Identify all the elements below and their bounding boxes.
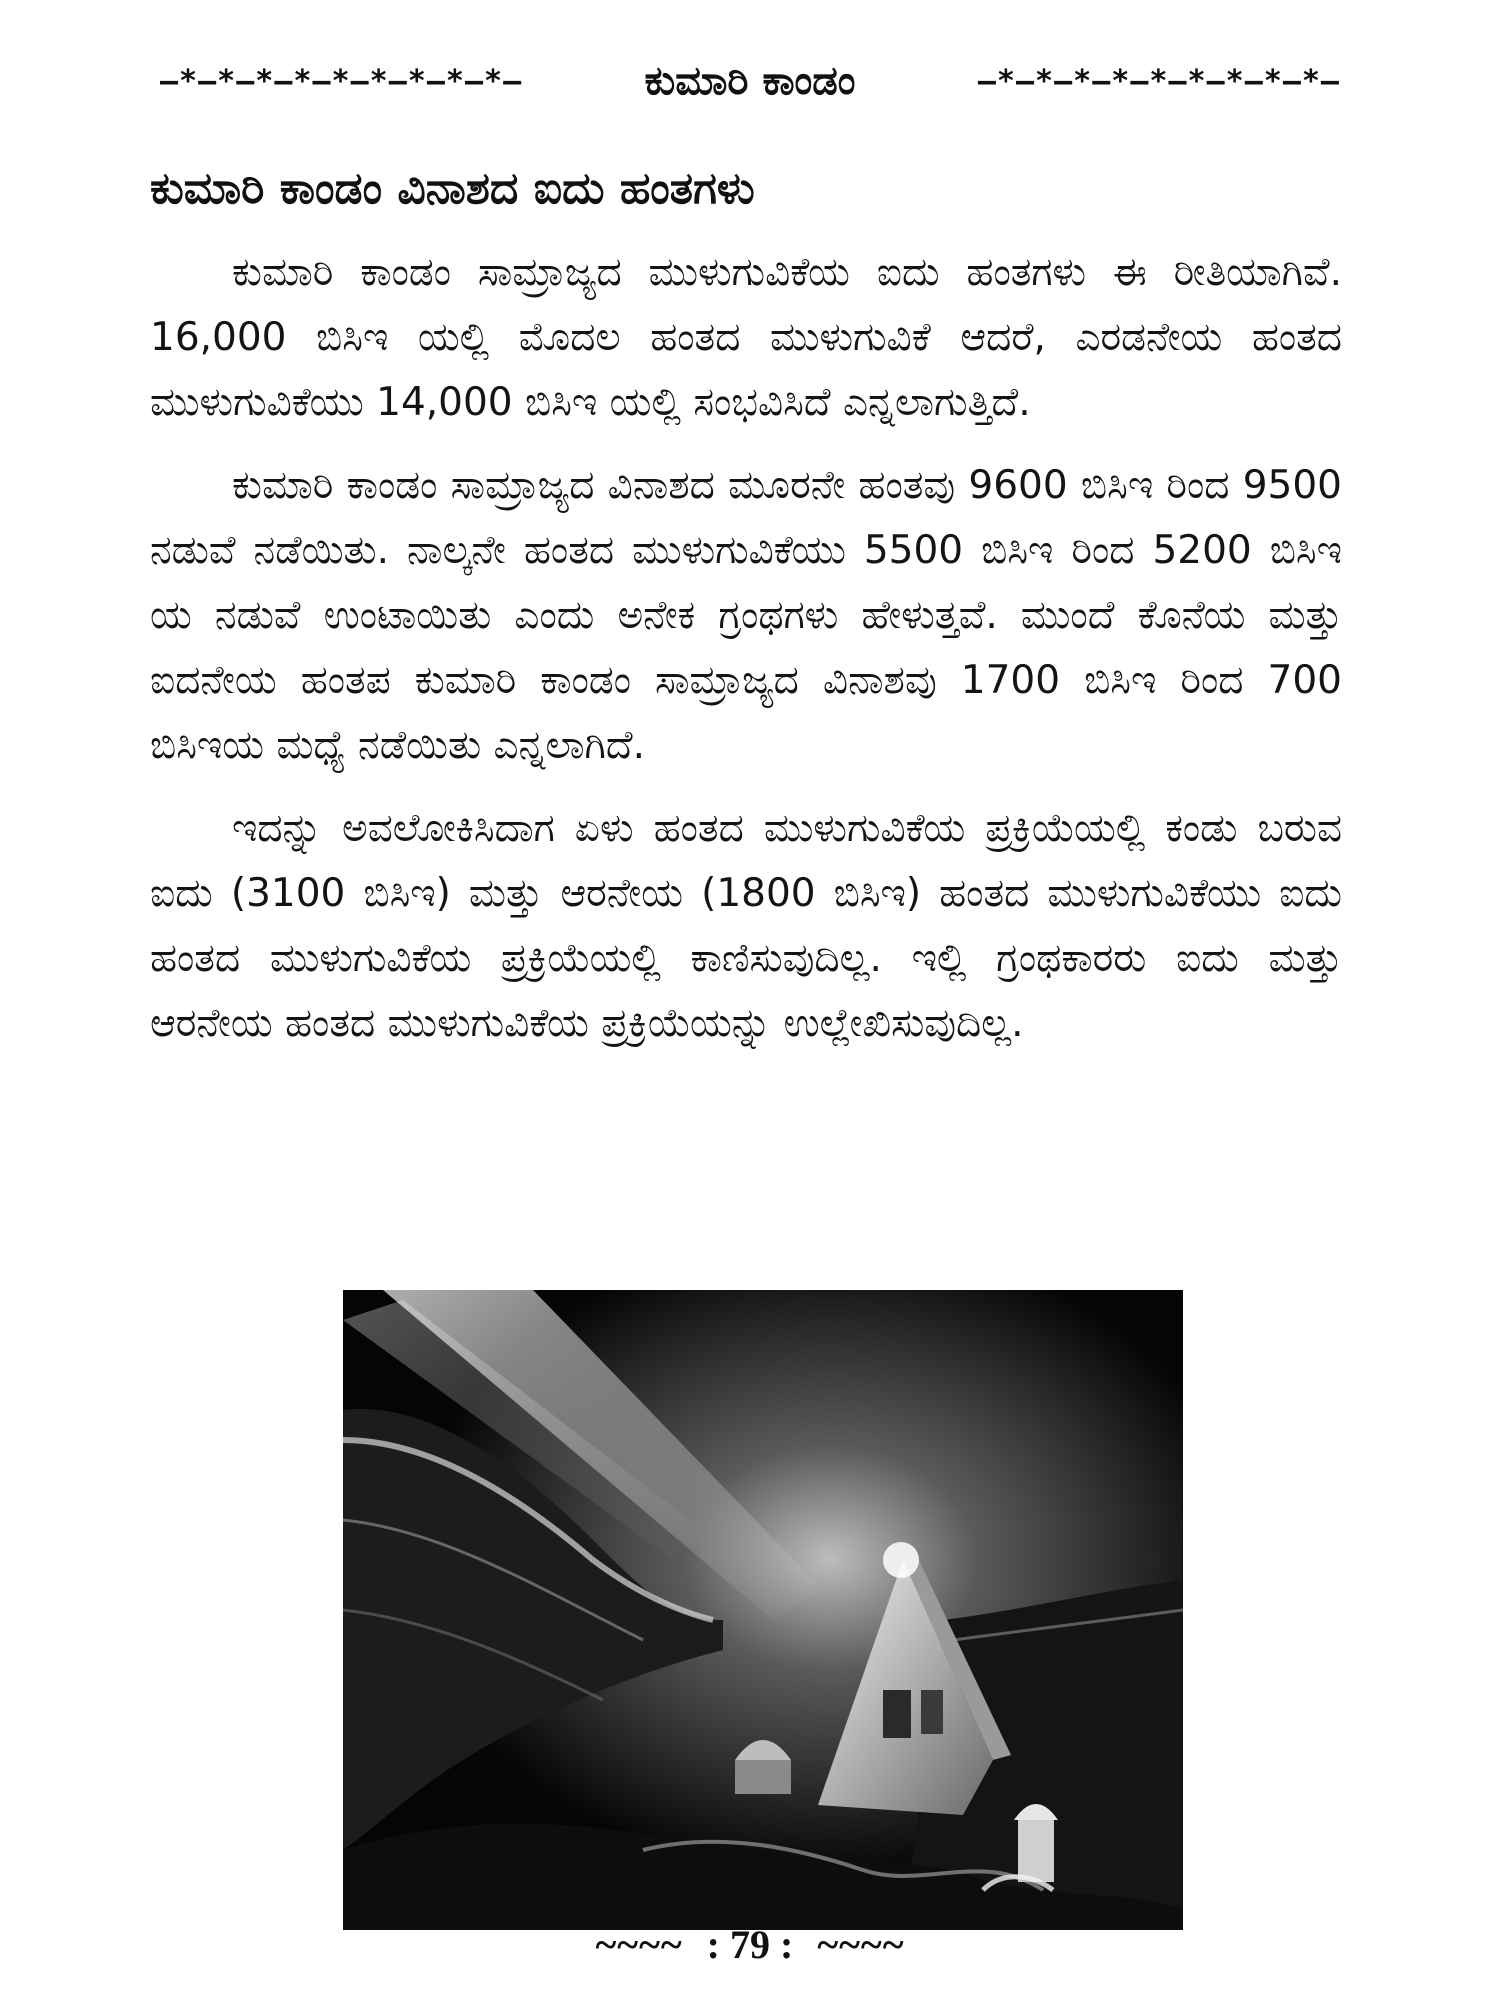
footer-tilde-left: ~~~~ (595, 1922, 683, 1967)
section-heading: ಕುಮಾರಿ ಕಾಂಡಂ ವಿನಾಶದ ಐದು ಹಂತಗಳು (150, 163, 755, 214)
footer-tilde-right: ~~~~ (817, 1922, 905, 1967)
illustration-svg (343, 1290, 1183, 1930)
paragraph-2: ಕುಮಾರಿ ಕಾಂಡಂ ಸಾಮ್ರಾಜ್ಯದ ವಿನಾಶದ ಮೂರನೇ ಹಂತವು 9600 ಬಿಸಿಇ ರಿಂದ 9500 ನಡುವೆ ನಡೆಯಿತು. ನಾಲ್ಕನೇ ಹಂತದ ಮುಳುಗುವಿಕೆಯು 5500 ಬಿಸಿಇ ರಿಂದ 5200 ಬಿಸಿಇ ಯ ನಡುವೆ ಉಂಟಾಯಿತು ಎಂದು ಅನೇಕ ಗ್ರಂಥಗಳು ಹೇಳುತ್ತವೆ. ಮುಂದೆ ಕೊನೆಯ ಮತ್ತು ಐದನೇಯ ಹಂತಪ ಕುಮಾರಿ ಕಾಂಡಂ ಸಾಮ್ರಾಜ್ಯದ ವಿನಾಶವು 1700 ಬಿಸಿಇ ರಿಂದ 700 ಬಿಸಿಇಯ ಮಧ್ಯೆ ನಡೆಯಿತು ಎನ್ನಲಾಗಿದೆ. (150, 463, 1343, 768)
running-header (160, 58, 1340, 104)
lighthouse-tower (1018, 1820, 1054, 1882)
page-footer (0, 1922, 1500, 1967)
body-text (150, 240, 1342, 1074)
temple-window (883, 1690, 911, 1738)
header-title: ಕುಮಾರಿ ಕಾಂಡಂ (644, 58, 856, 104)
dome-building-base (735, 1760, 791, 1794)
page-number: : 79 : (706, 1922, 794, 1967)
paragraph-1: ಕುಮಾರಿ ಕಾಂಡಂ ಸಾಮ್ರಾಜ್ಯದ ಮುಳುಗುವಿಕೆಯ ಐದು ಹಂತಗಳು ಈ ರೀತಿಯಾಗಿವೆ. 16,000 ಬಿಸಿಇ ಯಲ್ಲಿ ಮೊದಲ ಹಂತದ ಮುಳುಗುವಿಕೆ ಆದರೆ, ಎರಡನೇಯ ಹಂತದ ಮುಳುಗುವಿಕೆಯು 14,000 ಬಿಸಿಇ ಯಲ್ಲಿ ಸಂಭವಿಸಿದೆ ಎನ್ನಲಾಗುತ್ತಿದೆ. (150, 250, 1342, 425)
sunken-temple-illustration (343, 1290, 1183, 1930)
header-decoration-right: –*–*–*–*–*–*–*–*–*– (977, 63, 1340, 99)
temple-light (883, 1542, 919, 1578)
header-decoration-left: –*–*–*–*–*–*–*–*–*– (160, 63, 523, 99)
paragraph-3: ಇದನ್ನು ಅವಲೋಕಿಸಿದಾಗ ಏಳು ಹಂತದ ಮುಳುಗುವಿಕೆಯ ಪ್ರಕ್ರಿಯೆಯಲ್ಲಿ ಕಂಡು ಬರುವ ಐದು (3100 ಬಿಸಿಇ) ಮತ್ತು ಆರನೇಯ (1800 ಬಿಸಿಇ) ಹಂತದ ಮುಳುಗುವಿಕೆಯು ಐದು ಹಂತದ ಮುಳುಗುವಿಕೆಯ ಪ್ರಕ್ರಿಯೆಯಲ್ಲಿ ಕಾಣಿಸುವುದಿಲ್ಲ. ಇಲ್ಲಿ ಗ್ರಂಥಕಾರರು ಐದು ಮತ್ತು ಆರನೇಯ ಹಂತದ ಮುಳುಗುವಿಕೆಯ ಪ್ರಕ್ರಿಯೆಯನ್ನು ಉಲ್ಲೇಖಿಸುವುದಿಲ್ಲ. (150, 806, 1342, 1046)
temple-window-2 (921, 1690, 943, 1734)
